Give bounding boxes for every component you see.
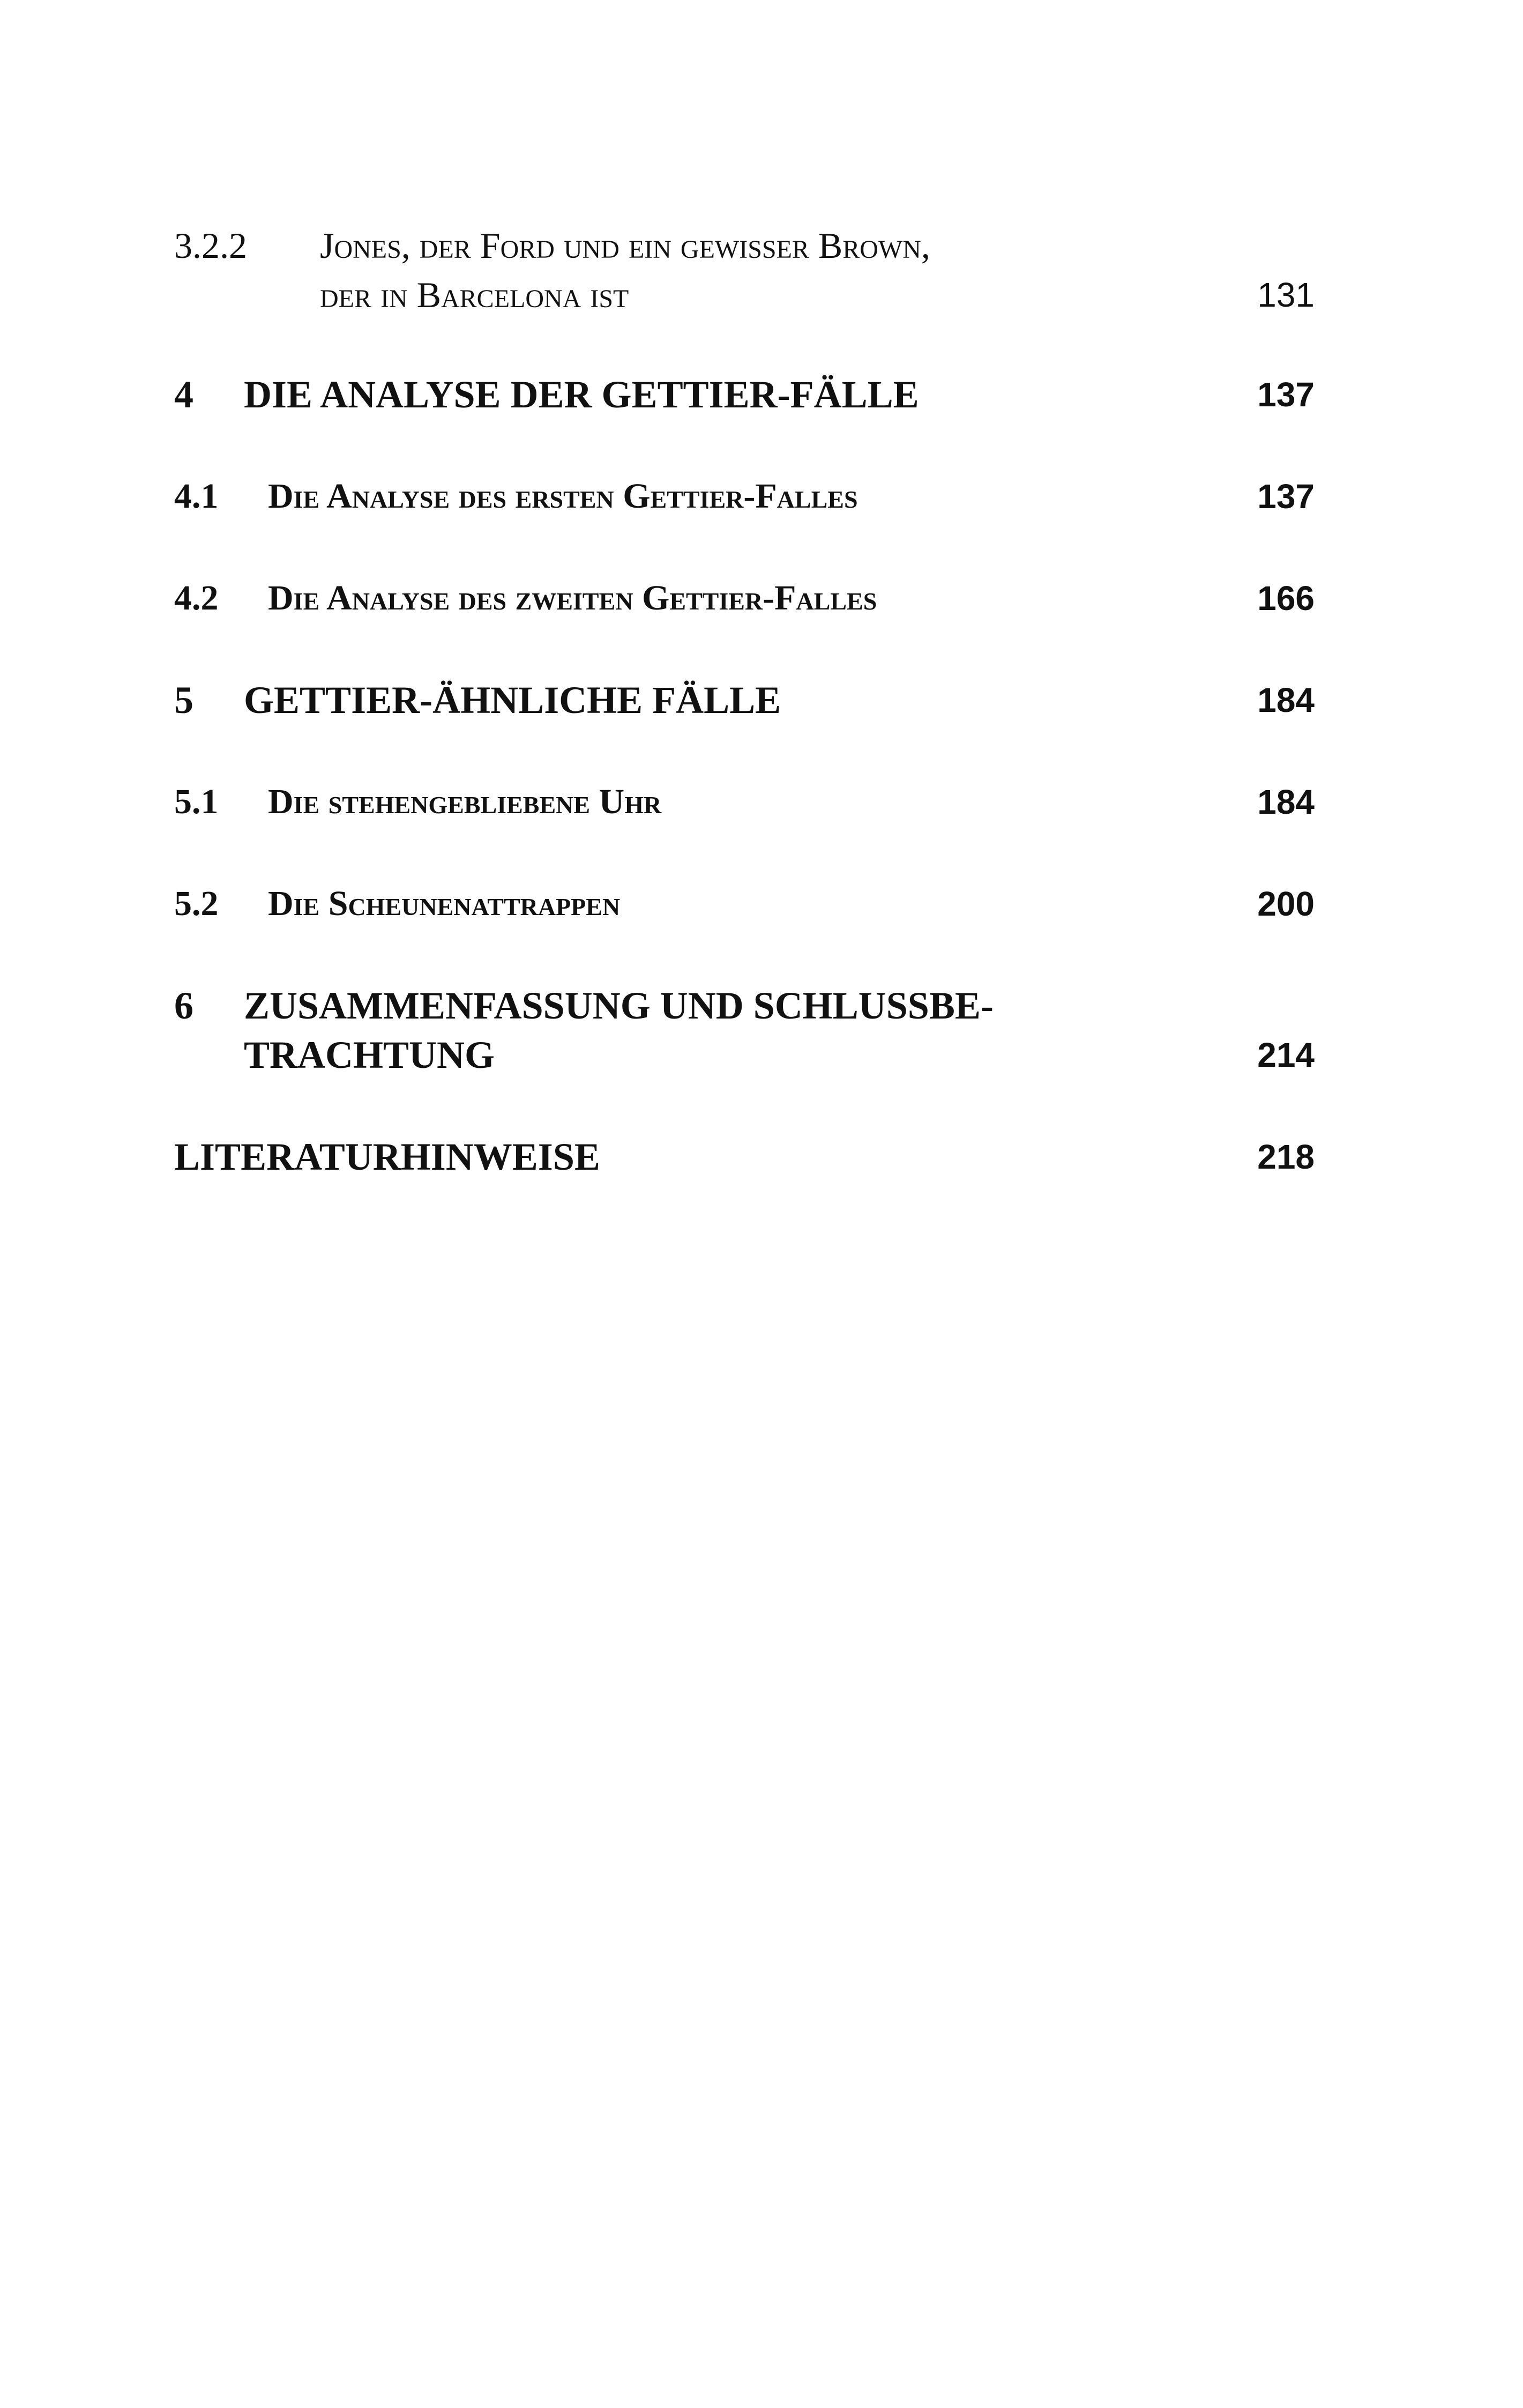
section-title: Die Analyse des zweiten Gettier-Falles xyxy=(268,578,877,618)
page-number: 184 xyxy=(1257,681,1315,719)
page-number: 214 xyxy=(1257,1036,1315,1074)
chapter-title: GETTIER-ÄHNLICHE FÄLLE xyxy=(244,679,781,722)
section-title: Die Analyse des ersten Gettier-Falles xyxy=(268,477,858,516)
page-number: 137 xyxy=(1257,375,1315,414)
chapter-title: DIE ANALYSE DER GETTIER-FÄLLE xyxy=(244,373,919,416)
section-number: 5.1 xyxy=(174,782,219,821)
section-number: 4.2 xyxy=(174,578,219,618)
page-number: 131 xyxy=(1257,276,1315,314)
section-title: Die stehengebliebene Uhr xyxy=(268,782,662,821)
page-number: 137 xyxy=(1257,477,1315,516)
chapter-number: 4 xyxy=(174,373,193,416)
section-title-line-1: Jones, der Ford und ein gewisser Brown, xyxy=(320,225,930,266)
chapter-title-line-1: ZUSAMMENFASSUNG UND SCHLUSSBE- xyxy=(244,984,994,1027)
chapter-title-line-2: TRACHTUNG xyxy=(244,1034,495,1076)
section-number: 3.2.2 xyxy=(174,225,247,266)
section-number: 5.2 xyxy=(174,884,219,923)
page-number: 218 xyxy=(1257,1138,1315,1176)
chapter-number: 5 xyxy=(174,679,193,722)
page-number: 166 xyxy=(1257,579,1315,618)
section-number: 4.1 xyxy=(174,477,219,516)
chapter-number: 6 xyxy=(174,984,193,1027)
section-title: Die Scheunenattrappen xyxy=(268,884,621,923)
section-title-line-2: der in Barcelona ist xyxy=(320,274,629,315)
page-number: 184 xyxy=(1257,783,1315,821)
back-matter-title: LITERATURHINWEISE xyxy=(174,1135,600,1178)
page-number: 200 xyxy=(1257,885,1315,923)
